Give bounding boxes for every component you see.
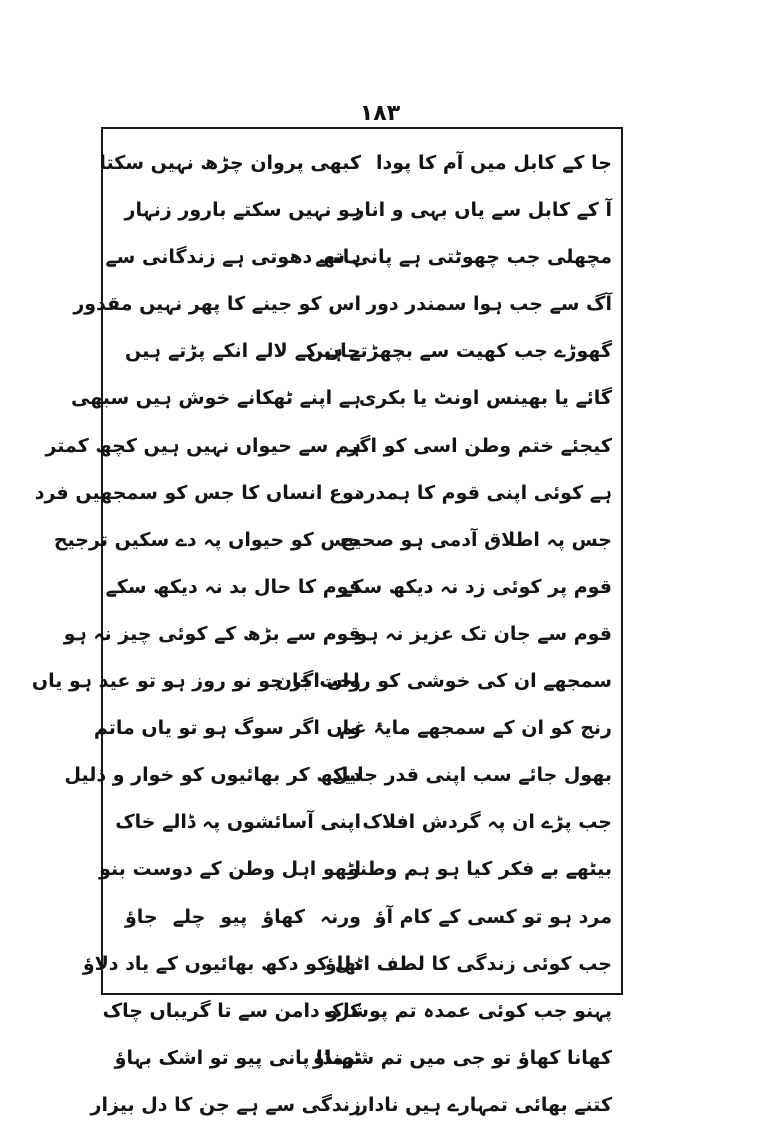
right-verse-line: بیٹھے بے فکر کیا ہو ہم وطنو [348,858,612,881]
right-verse-column [275,140,612,1116]
right-verse-line: مرد ہو تو کسی کے کام آؤ [374,905,612,928]
left-verse-line: نوع انساں کا جس کو سمجھیں فرد [34,481,361,504]
left-verse-line: دیکھ کر بھائیوں کو خوار و ذلیل [64,764,361,787]
right-verse-line: جب کوئی زندگی کا لطف اٹھاؤ [324,952,612,975]
right-verse-line: جب پڑے ان پہ گردش افلاک [362,811,612,834]
right-verse-line: مچھلی جب چھوٹتی ہے پانی سے [315,246,612,269]
left-verse-line: اپنی آسائشوں پہ ڈالے خاک [115,811,361,834]
right-verse-line: جس پہ اطلاق آدمی ہو صحیح [340,528,612,551]
left-verse-line: واں اگر جو نو روز ہو تو عید ہو یاں [31,670,361,693]
left-verse-line: ہے اپنے ٹھکانے خوش ہیں سبھی [70,387,361,410]
left-verse-line: ہم سے حیواں نہیں ہیں کچھ کمتر [45,434,361,457]
right-verse-line: آگ سے جب ہوا سمندر دور [366,293,612,316]
left-verse-line: اس کو جینے کا پھر نہیں مقدور [73,293,361,316]
right-verse-line: گھوڑے جب کھیت سے بچھڑتے ہیں [306,340,612,363]
right-verse-line: آ کے کابل سے یاں بہی و انار [353,199,612,222]
right-verse-line: کھانا کھاؤ تو جی میں تم شرماؤ [312,1046,612,1069]
right-verse-line: قوم سے جان تک عزیز نہ ہو [355,622,612,645]
right-verse-line: کیجئے ختم وطن اسی کو اگر [347,434,612,457]
right-verse-line: پہنو جب کوئی عمدہ تم پوشاک [323,999,612,1022]
left-verse-column [31,140,361,1116]
left-verse-line: قوم سے بڑھ کے کوئی چیز نہ ہو [63,622,361,645]
right-verse-line: سمجھے ان کی خوشی کو راحت جان [275,670,612,693]
right-verse-line: کتنے بھائی تمہارے ہیں نادار [357,1093,612,1116]
left-verse-line: ٹھنڈا پانی پیو تو اشک بہاؤ [114,1046,361,1069]
right-verse-line: جا کے کابل میں آم کا پودا [376,152,612,174]
right-verse-line: قوم پر کوئی زد نہ دیکھ سکے [341,575,612,598]
left-verse-line: زندگی سے ہے جن کا دل بیزار [90,1093,361,1116]
left-verse-line: جس کو حیواں پہ دے سکیں ترجیح [53,528,361,551]
left-verse-line: کبھی پروان چڑھ نہیں سکتا [99,152,361,174]
right-verse-line: ہے کوئی اپنی قوم کا ہمدرد [354,481,612,504]
right-verse-line: بھول جائے سب اپنی قدر جلیل [331,764,612,787]
left-verse-line: جان کے لالے انکے پڑتے ہیں [125,340,361,363]
left-verse-line: ہو نہیں سکتے بارور زنہار [124,199,361,222]
left-verse-line: ہاتھ دھوتی ہے زندگانی سے [105,246,361,269]
right-verse-line: گائے یا بھینس اونٹ یا بکری [358,387,612,410]
right-verse-line: رنج کو ان کے سمجھے مایۂ غم [338,717,612,740]
left-verse-line: کرو دامن سے تا گریباں چاک [102,999,361,1022]
left-verse-line: ورنہ کھاؤ پیو چلے جاؤ [125,905,361,928]
left-verse-line: قوم کا حال بد نہ دیکھ سکے [105,575,361,598]
left-verse-line: اٹھو اہل وطن کے دوست بنو [99,858,361,881]
left-verse-line: واں اگر سوگ ہو تو یاں ماتم [93,717,361,740]
page-number: ۱۸۳ [359,101,401,126]
left-verse-line: دل کو دکھ بھائیوں کے یاد دلاؤ [82,952,361,975]
